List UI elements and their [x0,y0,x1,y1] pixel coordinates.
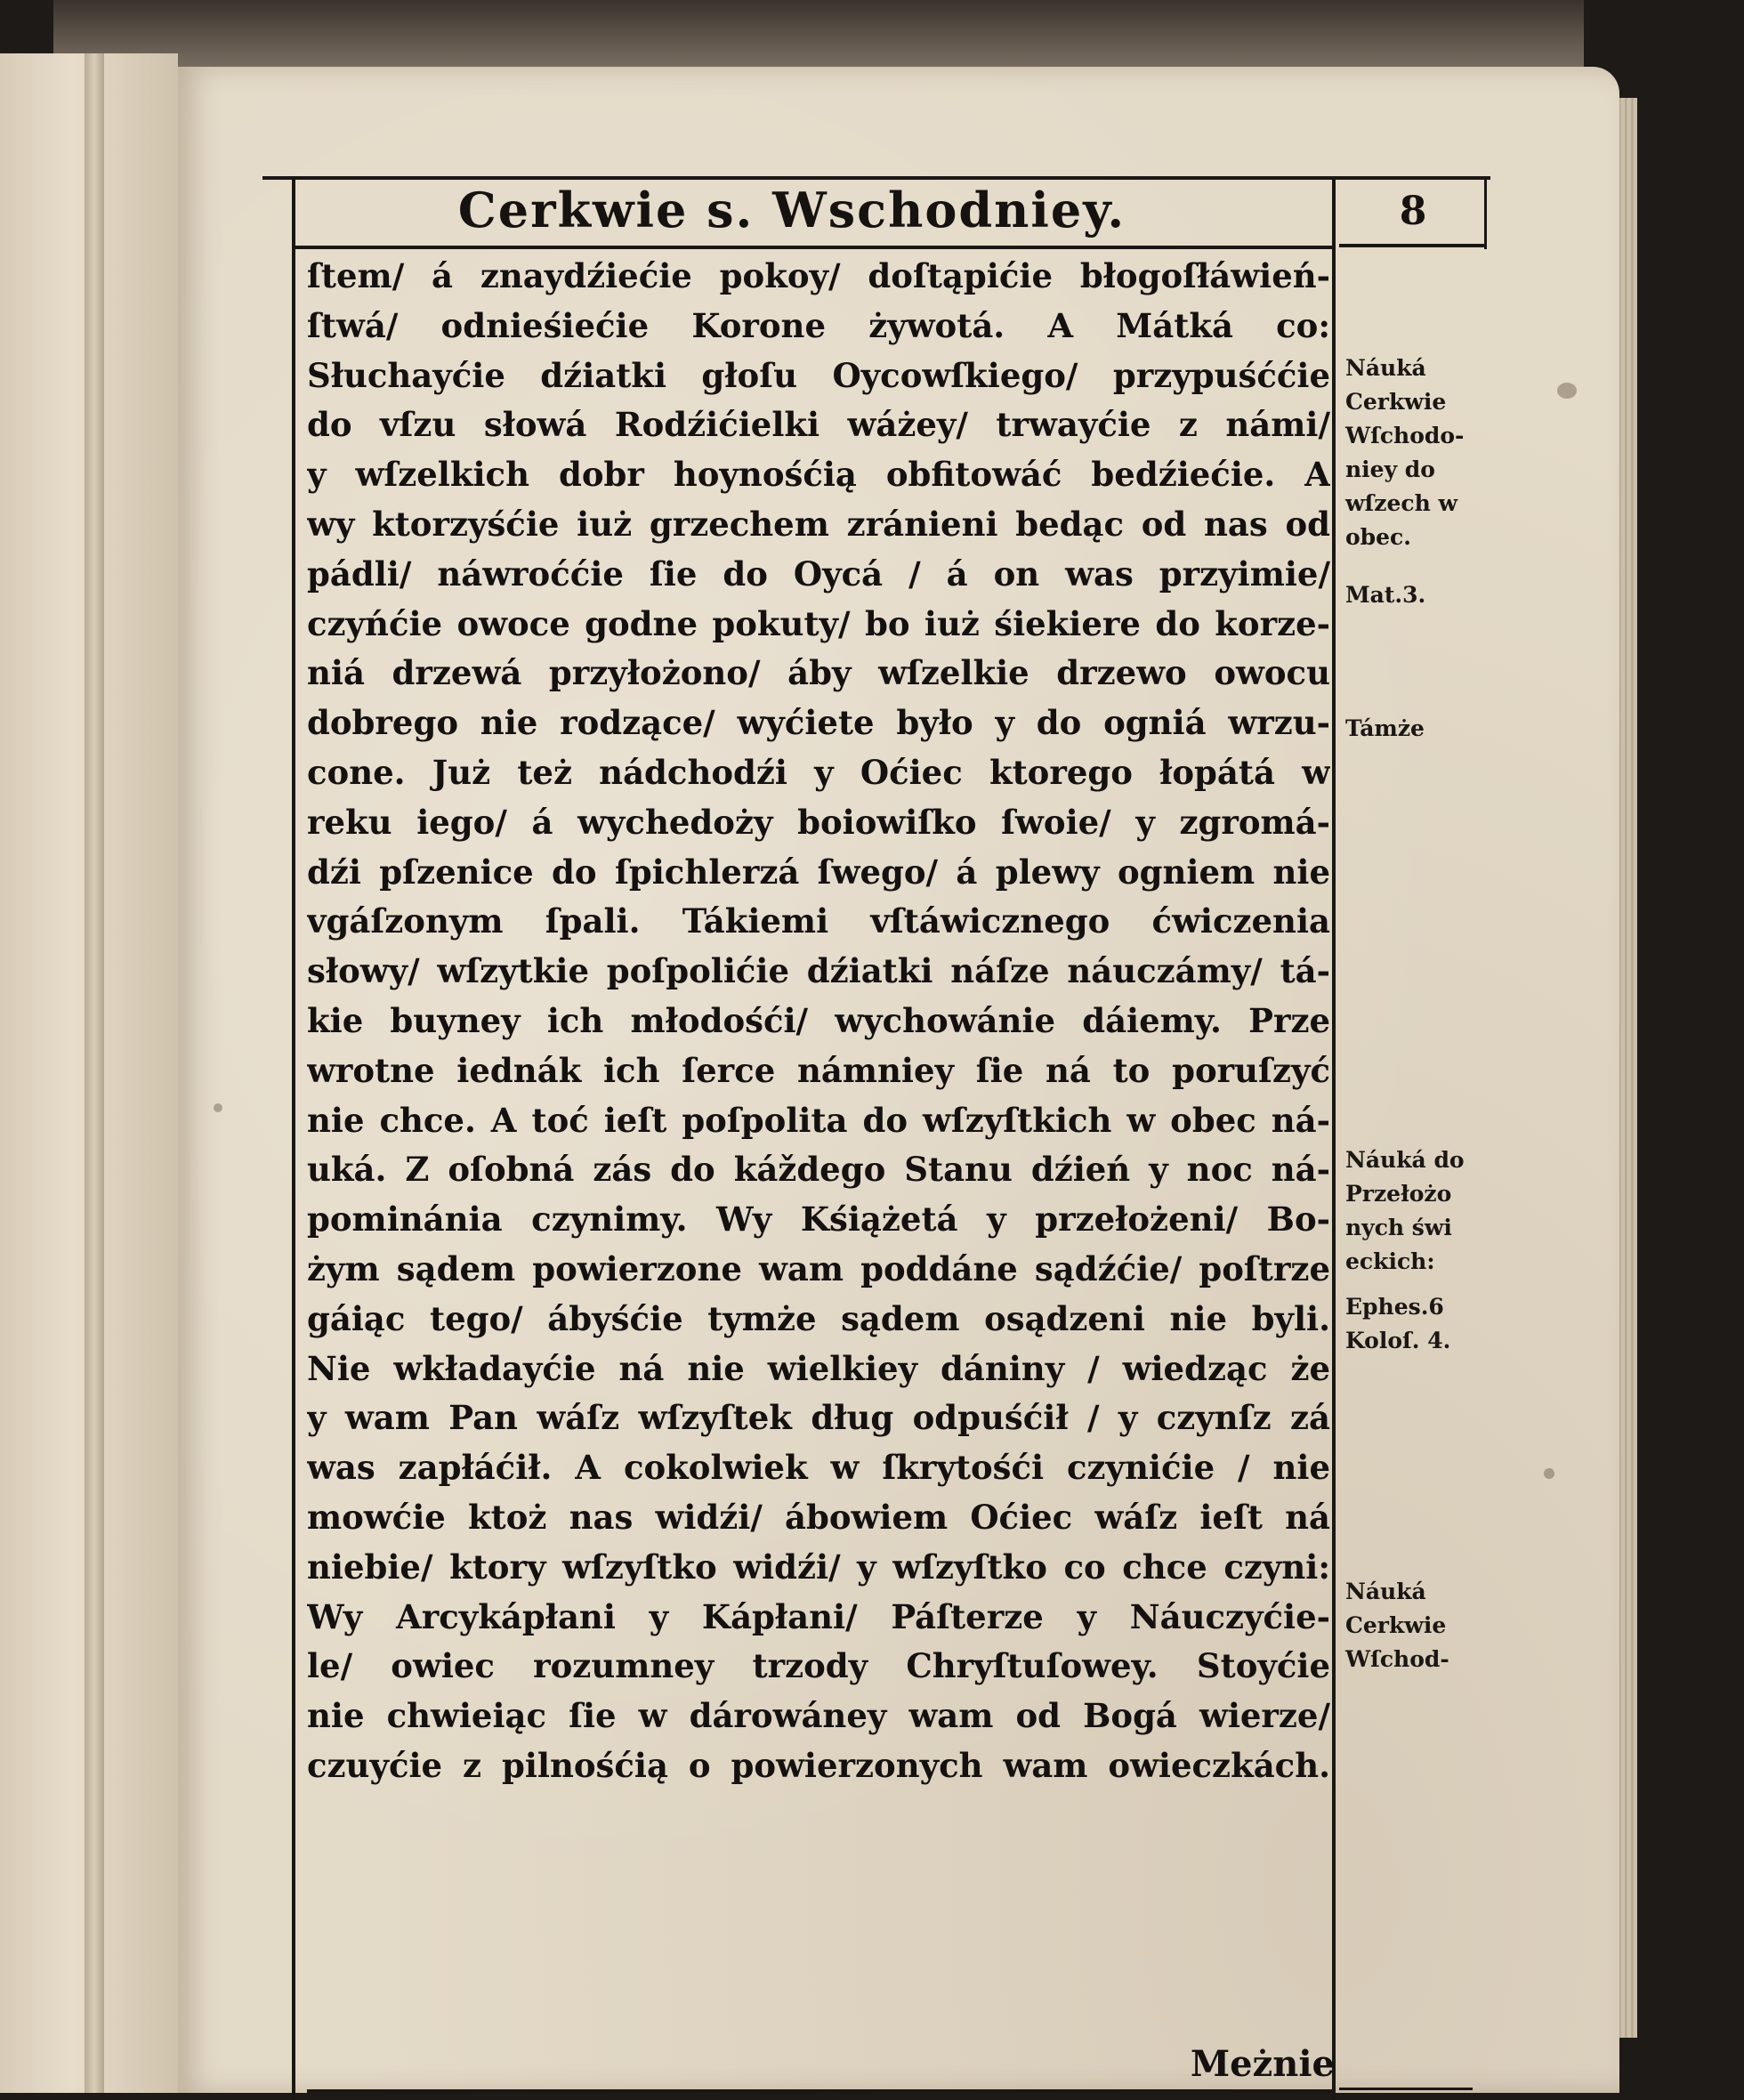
page-number: 8 [1399,189,1427,234]
paper-stain [1557,383,1577,399]
text-line: wy ktorzyśćie iuż grzechem zránieni bedąc od nas od [307,504,1330,544]
paper-stain [1544,1468,1554,1479]
text-line: pádli/ náwroććie ſie do Oycá / á on was przyimie/ [307,553,1330,594]
margin-note-line: niey do [1345,456,1435,482]
margin-note-line: nych świ [1345,1215,1452,1240]
main-text-block [307,252,1330,1791]
text-line: do vſzu słowá Rodźićielki wáżey/ trwayćie z námi/ [307,405,1330,445]
margin-note-line: Támże [1345,715,1425,741]
margin-note-line: Wſchod- [1345,1646,1449,1672]
header-rule-bottom [294,246,1335,249]
text-line: Wy Arcykápłani y Kápłani/ Páſterze y Náuczyćie- [307,1596,1330,1636]
margin-note-line: Náuká do [1345,1147,1465,1173]
margin-note-teaching-secular-rulers [1345,1143,1501,1279]
text-line: dobrego nie rodzące/ wyćiete było y do ogniá wrzu- [307,703,1330,743]
text-line: ſtem/ á znaydźiećie pokoy/ doſtąpićie błogoſłáwień- [307,256,1330,295]
text-line: niebie/ ktory wſzyſtko widźi/ y wſzyſtko co chce czyni: [307,1547,1330,1587]
column-rule-header-right [1484,178,1487,249]
text-line: niá drzewá przyłożono/ áby wſzelkie drzewo owocu [307,653,1330,693]
margin-note-line: Wſchodo- [1345,423,1465,448]
text-line: żym sądem powierzone wam poddáne sądźćie/ poſtrze [307,1248,1330,1288]
catchword: Meżnie [1190,2043,1335,2085]
book-gutter [85,53,104,2093]
text-line: słowy/ wſzytkie poſpolićie dźiatki náſze náuczámy/ tá- [307,951,1330,991]
margin-note-line: Koloſ. 4. [1345,1328,1451,1353]
text-line: reku iego/ á wychedoży boiowiſko ſwoie/ y zgromá- [307,802,1330,842]
text-line: ſtwá/ odnieśiećie Korone żywotá. A Mátká co: [307,305,1330,345]
text-line: y wſzelkich dobr hoynośćią obfitowáć bedźiećie. A [307,455,1330,495]
text-line: vgáſzonym ſpali. Tákiemi vſtáwicznego ćwiczenia [307,901,1330,941]
margin-note-line: Przełożo [1345,1181,1452,1207]
running-title: Cerkwie s. Wschodniey. [457,182,1126,238]
text-line: Słuchayćie dźiatki głoſu Oycowſkiego/ przypuśććie [307,355,1330,395]
text-line: wrotne iednák ich ſerce námniey ſie ná to poruſzyć [307,1050,1330,1090]
paper-stain [214,1103,222,1112]
margin-note-tamze [1345,712,1501,746]
text-line: mowćie ktoż nas widźi/ ábowiem Oćiec wáſz ieſt ná [307,1497,1330,1537]
text-line: le/ owiec rozumney trzody Chryſtuſowey. Stoyćie [307,1646,1330,1686]
margin-note-ephesians-colossians [1345,1290,1501,1358]
margin-note-line: eckich: [1345,1248,1435,1274]
margin-note-line: Cerkwie [1345,1612,1447,1638]
margin-note-line: Mat.3. [1345,582,1426,608]
footer-rule-margin [1339,2088,1473,2090]
text-line: pominánia czynimy. Wy Kśiążetá y przełożeni/ Bo- [307,1199,1330,1240]
margin-note-line: Náuká [1345,1579,1426,1604]
text-line: kie buyney ich młodośći/ wychowánie dáiemy. Prze [307,1000,1330,1040]
text-line: nie chwieiąc ſie w dárowáney wam od Bogá wierze/ [307,1696,1330,1736]
text-line: Nie wkładayćie ná nie wielkiey dániny / wiedząc że [307,1348,1330,1388]
text-line: nie chce. A toć ieſt poſpolita do wſzyſtkich w obec ná- [307,1100,1330,1140]
text-line: was zapłáćił. A cokolwiek w ſkrytośći czynićie / nie [307,1448,1330,1488]
column-rule-main [1332,178,1336,2100]
text-line: y wam Pan wáſz wſzyſtek dług odpuśćił / y czynſz zá [307,1398,1330,1438]
margin-note-line: Ephes.6 [1345,1294,1444,1320]
header-rule-bottom-right [1339,244,1486,247]
margin-note-line: Náuká [1345,355,1426,381]
margin-note-line: wſzech w [1345,490,1458,516]
margin-note-matthew [1345,578,1501,612]
text-line: czuyćie z pilnośćią o powierzonych wam owieczkách. [307,1745,1330,1785]
text-line: uká. Z oſobná zás do káždego Stanu dźień y noc ná- [307,1150,1330,1190]
text-line: dźi pſzenice do ſpichlerzá ſwego/ á plewy ogniem nie [307,852,1330,892]
text-line: czyńćie owoce godne pokuty/ bo iuż śiekiere do korze- [307,603,1330,643]
margin-note-teaching-eastern-church [1345,351,1501,554]
margin-note-line: Cerkwie [1345,389,1447,415]
margin-note-line: obec. [1345,524,1411,550]
text-line: cone. Już też nádchodźi y Oćiec ktorego łopátá w [307,752,1330,792]
margin-note-teaching-eastern-church-2 [1345,1575,1501,1676]
text-line: gáiąc tego/ ábyśćie tymże sądem osądzeni nie byli. [307,1298,1330,1338]
